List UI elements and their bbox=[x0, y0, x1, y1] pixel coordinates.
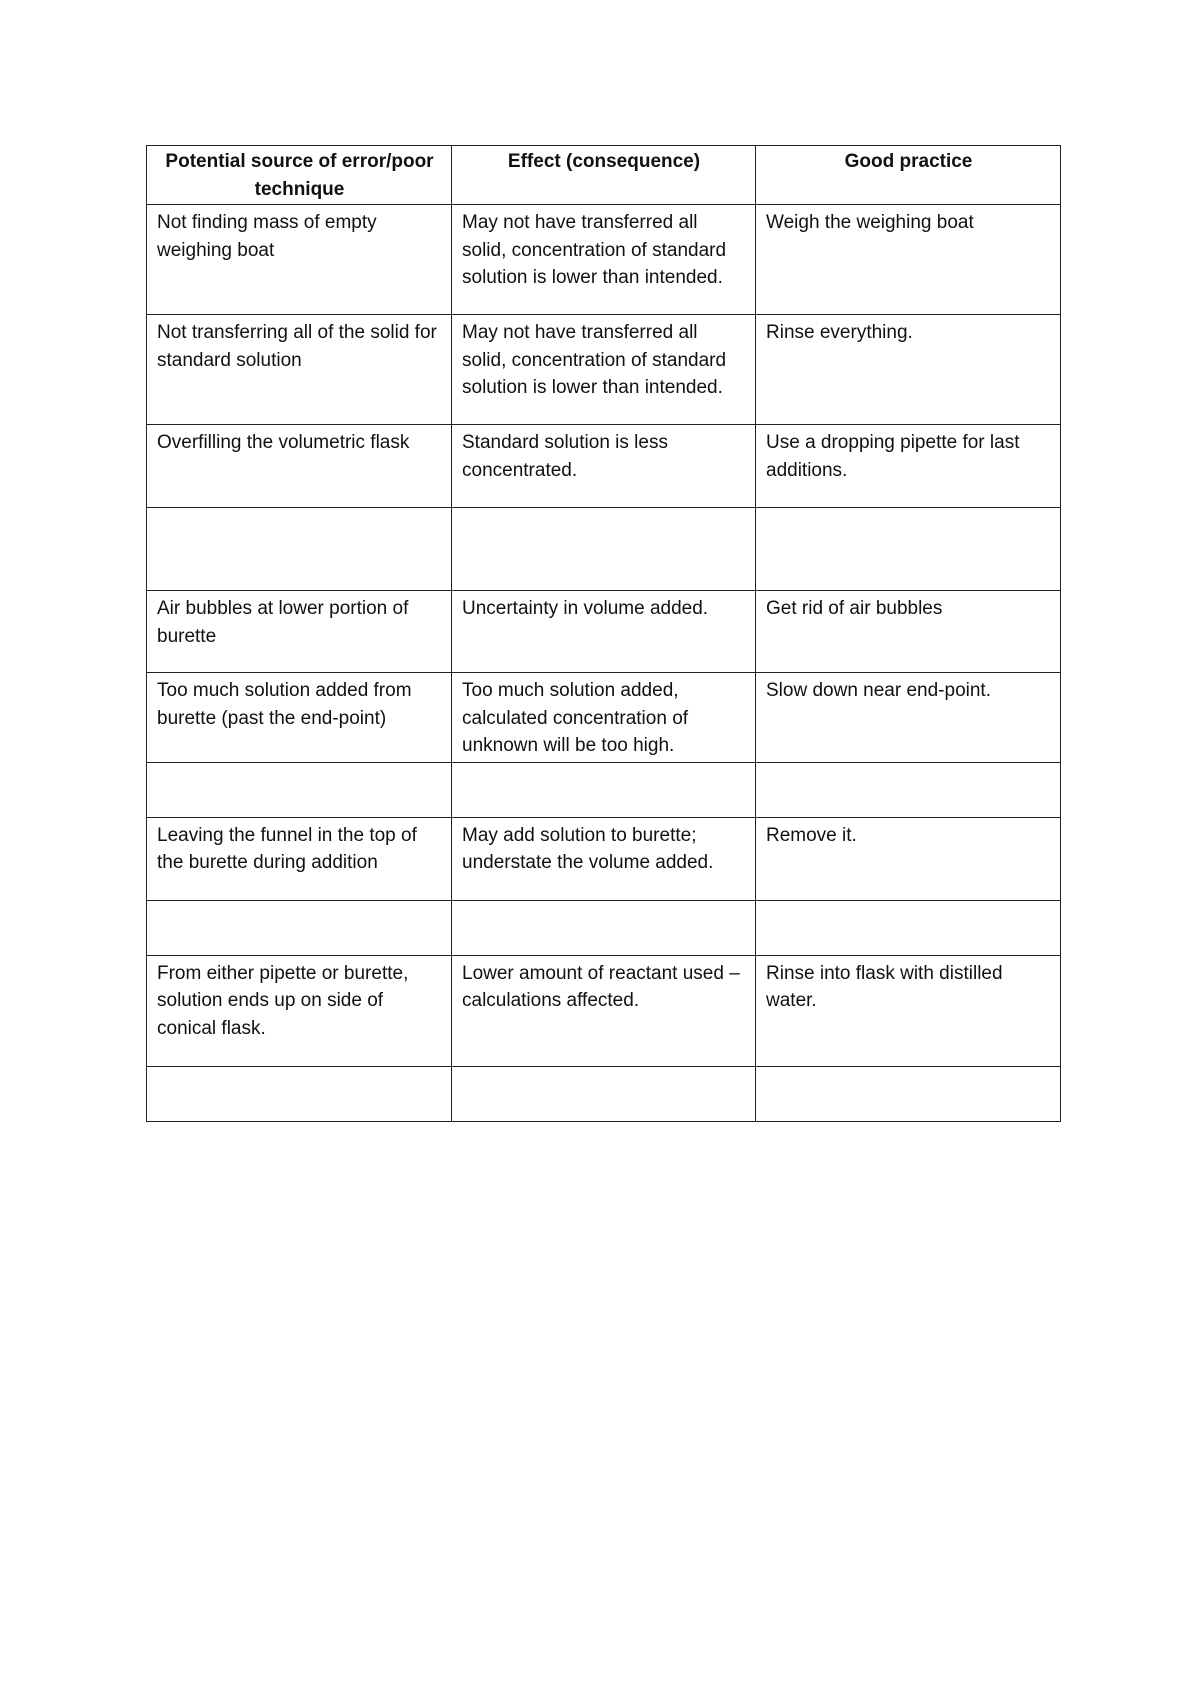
cell-good-practice: Get rid of air bubbles bbox=[756, 591, 1061, 673]
cell-good-practice bbox=[756, 1066, 1061, 1121]
cell-good-practice bbox=[756, 508, 1061, 591]
cell-good-practice: Weigh the weighing boat bbox=[756, 205, 1061, 315]
cell-effect bbox=[452, 900, 756, 955]
table-header-row bbox=[147, 146, 1061, 205]
table-row bbox=[147, 591, 1061, 673]
cell-effect: May not have transferred all solid, concentration of standard solution is lower than intended. bbox=[452, 205, 756, 315]
cell-good-practice: Use a dropping pipette for last additions. bbox=[756, 425, 1061, 508]
table-row bbox=[147, 817, 1061, 900]
cell-effect: Uncertainty in volume added. bbox=[452, 591, 756, 673]
cell-source-of-error: Air bubbles at lower portion of burette bbox=[147, 591, 452, 673]
table-row-empty bbox=[147, 762, 1061, 817]
cell-source-of-error: Leaving the funnel in the top of the burette during addition bbox=[147, 817, 452, 900]
cell-effect: Standard solution is less concentrated. bbox=[452, 425, 756, 508]
table-row-empty bbox=[147, 900, 1061, 955]
cell-source-of-error bbox=[147, 900, 452, 955]
cell-source-of-error bbox=[147, 762, 452, 817]
cell-effect bbox=[452, 762, 756, 817]
cell-source-of-error: Too much solution added from burette (past the end-point) bbox=[147, 673, 452, 763]
cell-good-practice bbox=[756, 762, 1061, 817]
cell-good-practice: Slow down near end-point. bbox=[756, 673, 1061, 763]
table-row-empty bbox=[147, 1066, 1061, 1121]
table-row bbox=[147, 673, 1061, 763]
table-row bbox=[147, 205, 1061, 315]
cell-effect bbox=[452, 508, 756, 591]
table-row-empty bbox=[147, 508, 1061, 591]
cell-effect bbox=[452, 1066, 756, 1121]
cell-good-practice: Rinse into flask with distilled water. bbox=[756, 955, 1061, 1066]
cell-source-of-error: Not finding mass of empty weighing boat bbox=[147, 205, 452, 315]
cell-effect: Lower amount of reactant used – calculations affected. bbox=[452, 955, 756, 1066]
error-analysis-table bbox=[146, 145, 1061, 1122]
cell-good-practice: Remove it. bbox=[756, 817, 1061, 900]
table-row bbox=[147, 955, 1061, 1066]
cell-source-of-error: From either pipette or burette, solution ends up on side of conical flask. bbox=[147, 955, 452, 1066]
header-effect: Effect (consequence) bbox=[452, 146, 756, 205]
cell-effect: May not have transferred all solid, concentration of standard solution is lower than intended. bbox=[452, 315, 756, 425]
cell-good-practice bbox=[756, 900, 1061, 955]
cell-source-of-error bbox=[147, 1066, 452, 1121]
header-good-practice: Good practice bbox=[756, 146, 1061, 205]
cell-source-of-error: Overfilling the volumetric flask bbox=[147, 425, 452, 508]
header-source-of-error: Potential source of error/poor technique bbox=[147, 146, 452, 205]
cell-effect: May add solution to burette; understate the volume added. bbox=[452, 817, 756, 900]
cell-good-practice: Rinse everything. bbox=[756, 315, 1061, 425]
cell-effect: Too much solution added, calculated concentration of unknown will be too high. bbox=[452, 673, 756, 763]
cell-source-of-error bbox=[147, 508, 452, 591]
table-row bbox=[147, 315, 1061, 425]
table-row bbox=[147, 425, 1061, 508]
cell-source-of-error: Not transferring all of the solid for standard solution bbox=[147, 315, 452, 425]
